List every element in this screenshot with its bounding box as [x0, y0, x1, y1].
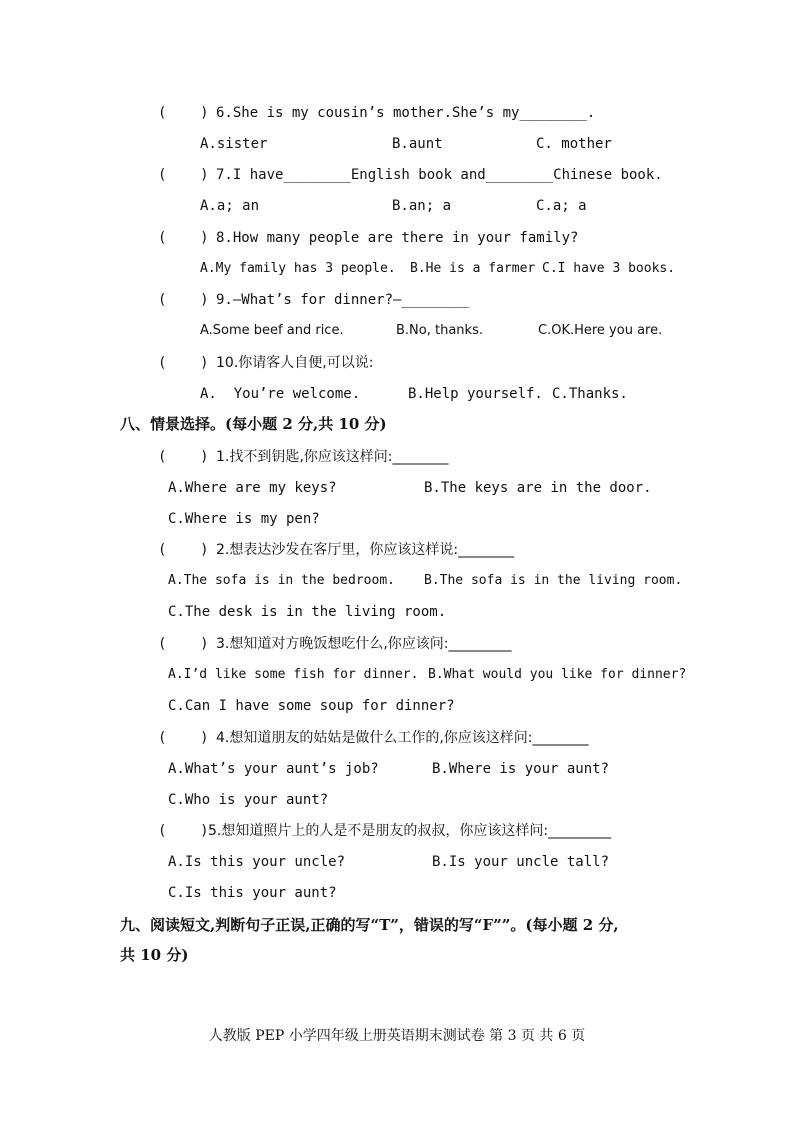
option-b: B.an; a: [392, 198, 452, 214]
option-c: C.a; a: [536, 198, 587, 214]
option-a: A.a; an: [200, 198, 260, 214]
option-a: A.Some beef and rice.: [200, 323, 344, 338]
option-b: B.Where is your aunt?: [432, 761, 610, 777]
option-c: C.Can I have some soup for dinner?: [168, 698, 455, 714]
option-c: C. mother: [536, 136, 612, 152]
section-8-title: 八、情景选择。(每小题 2 分,共 10 分): [120, 415, 387, 433]
option-c: C.The desk is in the living room.: [168, 604, 447, 620]
option-a: A.Where are my keys?: [168, 480, 337, 496]
answer-blank[interactable]: ( ): [158, 730, 209, 746]
answer-blank[interactable]: ( ): [158, 449, 209, 465]
option-a: A.I’d like some fish for dinner.: [168, 667, 419, 682]
option-b: B.The sofa is in the living room.: [424, 573, 683, 588]
section-9-title-line2: 共 10 分): [120, 946, 189, 964]
question-stem: 8.How many people are there in your family?: [216, 230, 579, 246]
answer-blank[interactable]: ( ): [158, 636, 209, 652]
option-a: A.What’s your aunt’s job?: [168, 761, 379, 777]
question-stem: 1.找不到钥匙,你应该这样问:________: [216, 449, 449, 465]
option-c: C.Is this your aunt?: [168, 885, 337, 901]
option-b: B.The keys are in the door.: [424, 480, 652, 496]
option-c: C.Where is my pen?: [168, 511, 320, 527]
answer-blank[interactable]: ( ): [158, 292, 209, 308]
option-a: A.sister: [200, 136, 268, 152]
option-c: C.I have 3 books.: [542, 261, 676, 276]
answer-blank[interactable]: ( ): [158, 105, 209, 121]
answer-blank[interactable]: ( ): [158, 823, 209, 839]
question-stem: 9.—What’s for dinner?—________: [216, 292, 469, 308]
question-stem: 7.I have________English book and________Chinese book.: [216, 167, 663, 183]
question-stem: 6.She is my cousin’s mother.She’s my________.: [216, 105, 596, 121]
option-c: C.Who is your aunt?: [168, 792, 329, 808]
option-c: C.OK.Here you are.: [538, 323, 663, 338]
question-stem: 3.想知道对方晚饭想吃什么,你应该问:_________: [216, 636, 512, 652]
option-c: C.Thanks.: [552, 386, 628, 402]
option-a: A.My family has 3 people.: [200, 261, 396, 276]
answer-blank[interactable]: ( ): [158, 230, 209, 246]
question-stem: 5.想知道照片上的人是不是朋友的叔叔，你应该这样问:_________: [208, 823, 612, 839]
question-stem: 4.想知道朋友的姑姑是做什么工作的,你应该这样问:________: [216, 730, 589, 746]
question-stem: 2.想表达沙发在客厅里，你应该这样说:________: [216, 542, 515, 558]
option-b: B.No, thanks.: [396, 323, 483, 338]
answer-blank[interactable]: ( ): [158, 355, 209, 371]
answer-blank[interactable]: ( ): [158, 542, 209, 558]
option-b: B.aunt: [392, 136, 443, 152]
question-stem: 10.你请客人自便,可以说:: [216, 355, 374, 371]
answer-blank[interactable]: ( ): [158, 167, 209, 183]
option-a: A. You’re welcome.: [200, 386, 361, 402]
option-a: A.The sofa is in the bedroom.: [168, 573, 395, 588]
option-b: B.Is your uncle tall?: [432, 854, 610, 870]
option-b: B.He is a farmer: [410, 261, 536, 276]
option-b: B.What would you like for dinner?: [428, 667, 687, 682]
section-9-title-line1: 九、阅读短文,判断句子正误,正确的写“T”，错误的写“F””。(每小题 2 分,: [120, 916, 619, 934]
option-a: A.Is this your uncle?: [168, 854, 346, 870]
option-b: B.Help yourself.: [408, 386, 543, 402]
page-footer: 人教版 PEP 小学四年级上册英语期末测试卷 第 3 页 共 6 页: [208, 1028, 586, 1044]
